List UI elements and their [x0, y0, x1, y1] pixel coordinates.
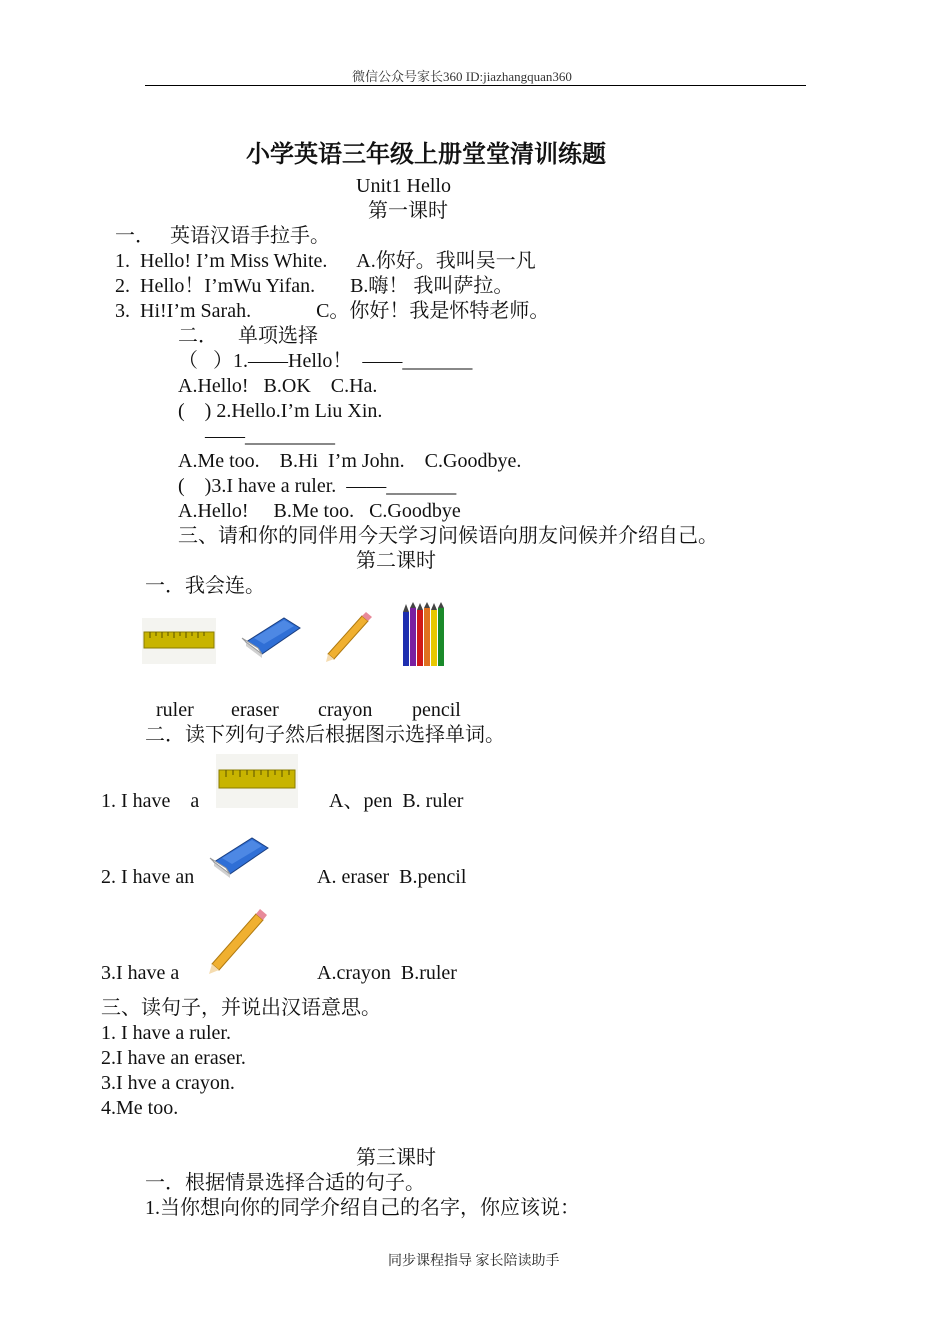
sentence-item: 2.I have an eraser.: [101, 1047, 246, 1069]
lesson2-part2-heading: 二．读下列句子然后根据图示选择单词。: [145, 724, 505, 746]
lesson1-heading: 第一课时: [368, 200, 448, 222]
picture-options: A.crayon B.ruler: [317, 962, 457, 984]
match-item: 3. Hi!I’m Sarah. C。你好！我是怀特老师。: [115, 300, 550, 322]
eraser-icon: [208, 834, 270, 878]
match-item: 2. Hello！I’mWu Yifan. B.嗨！ 我叫萨拉。: [115, 275, 514, 297]
picture-question: 1. I have a: [101, 790, 200, 812]
picture-question: 3.I have a: [101, 962, 180, 984]
page-footer: 同步课程指导 家长陪读助手: [388, 1254, 560, 1269]
unit-title: Unit1 Hello: [356, 175, 451, 197]
lesson2-part3-heading: 三、读句子，并说出汉语意思。: [101, 997, 381, 1019]
pencil-icon: [200, 906, 268, 974]
lesson2-part1-heading: 一．我会连。: [145, 575, 265, 597]
ruler-icon: [216, 754, 298, 808]
match-item: 1. Hello! I’m Miss White. A.你好。我叫吴一凡: [115, 250, 536, 272]
answer-blank: ——_________: [205, 425, 335, 447]
word-pencil: pencil: [412, 699, 461, 721]
sentence-item: 3.I hve a crayon.: [101, 1072, 235, 1094]
page-header: 微信公众号家长360 ID:jiazhangquan360: [352, 69, 572, 84]
sentence-item: 1. I have a ruler.: [101, 1022, 231, 1044]
picture-question: 2. I have an: [101, 866, 195, 888]
crayons-icon: [402, 602, 446, 668]
sentence-item: 4.Me too.: [101, 1097, 179, 1119]
picture-options: A. eraser B.pencil: [317, 866, 467, 888]
picture-options: A、pen B. ruler: [329, 790, 464, 812]
word-crayon: crayon: [318, 699, 373, 721]
choice-question: ( ) 2.Hello.I’m Liu Xin.: [178, 400, 383, 422]
eraser-icon: [240, 612, 302, 658]
choice-options: A.Me too. B.Hi I’m John. C.Goodbye.: [178, 450, 522, 472]
page-title: 小学英语三年级上册堂堂清训练题: [246, 140, 606, 168]
ruler-icon: [142, 618, 216, 664]
choice-question: （ ）1.——Hello！ ——_______: [178, 350, 473, 372]
choice-options: A.Hello! B.OK C.Ha.: [178, 375, 378, 397]
lesson2-heading: 第二课时: [356, 550, 436, 572]
choice-options: A.Hello! B.Me too. C.Goodbye: [178, 500, 461, 522]
lesson1-part3: 三、请和你的同伴用今天学习问候语向朋友问候并介绍自己。: [178, 525, 718, 547]
lesson3-part1-heading: 一．根据情景选择合适的句子。: [145, 1172, 425, 1194]
scenario-item: 1.当你想向你的同学介绍自己的名字，你应该说：: [145, 1197, 580, 1219]
pencil-icon: [318, 610, 374, 662]
word-ruler: ruler: [156, 699, 194, 721]
word-eraser: eraser: [231, 699, 279, 721]
lesson1-part1-heading: 一． 英语汉语手拉手。: [115, 225, 330, 247]
choice-question: ( )3.I have a ruler. ——_______: [178, 475, 457, 497]
header-rule: [145, 85, 806, 86]
lesson3-heading: 第三课时: [356, 1147, 436, 1169]
lesson1-part2-heading: 二． 单项选择: [178, 325, 318, 347]
